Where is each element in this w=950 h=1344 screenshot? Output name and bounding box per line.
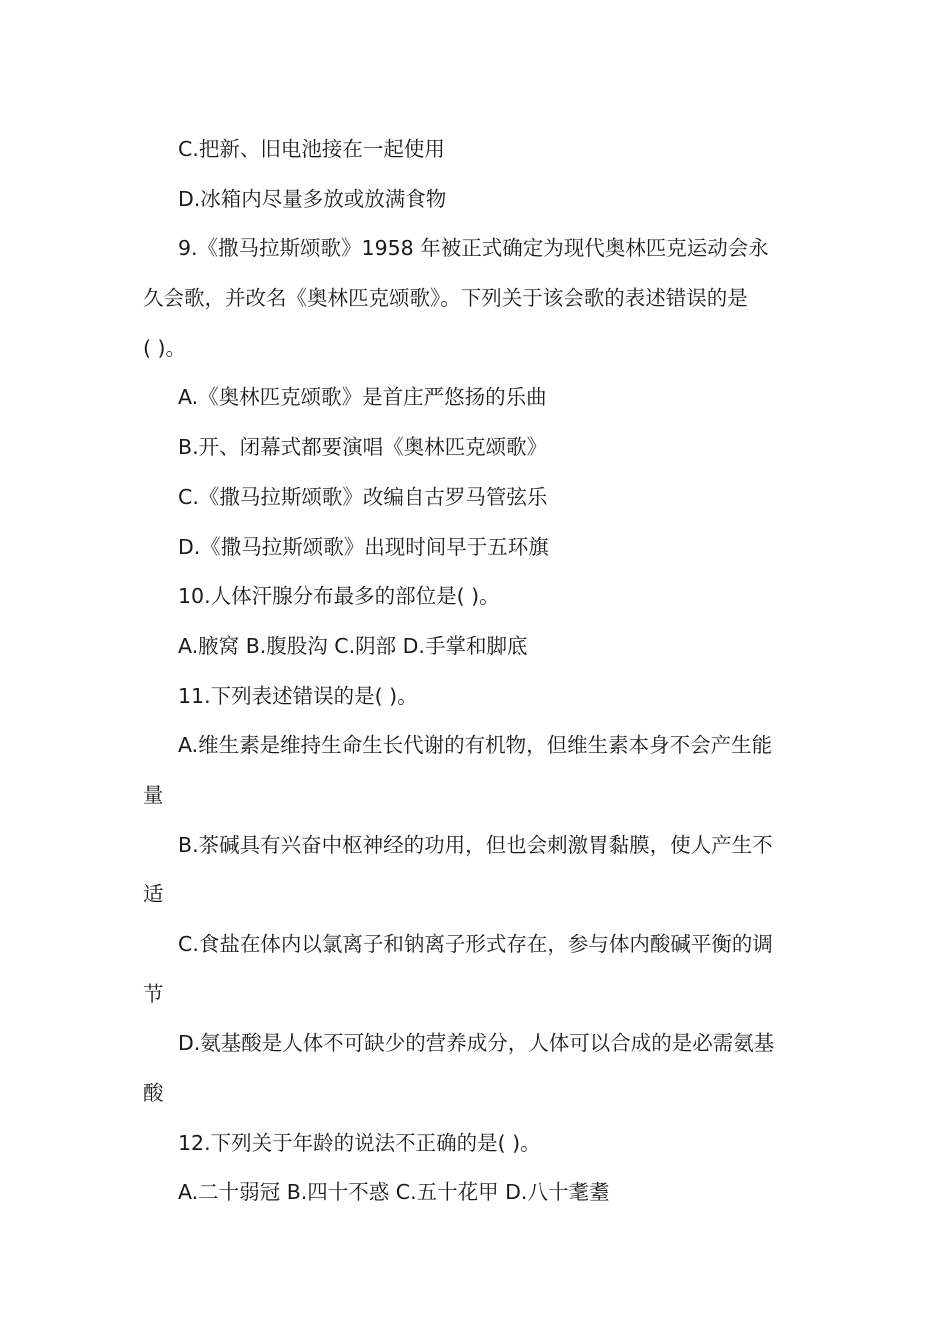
text-line: 酸 [143, 1081, 164, 1106]
text-line: B.开、闭幕式都要演唱《奥林匹克颂歌》 [178, 435, 548, 460]
text-line: A.腋窝 B.腹股沟 C.阴部 D.手掌和脚底 [178, 633, 528, 658]
text-line: 量 [143, 782, 164, 807]
text-line: 10.人体汗腺分布最多的部位是( )。 [178, 584, 500, 609]
text-line: D.冰箱内尽量多放或放满食物 [178, 186, 447, 211]
text-line: C.把新、旧电池接在一起使用 [178, 137, 445, 161]
text-line: D.《撒马拉斯颂歌》出现时间早于五环旗 [178, 534, 549, 559]
text-line: 11.下列表述错误的是( )。 [178, 683, 418, 708]
text-line: A.二十弱冠 B.四十不惑 C.五十花甲 D.八十耄耋 [178, 1180, 610, 1205]
text-line: A.《奥林匹克颂歌》是首庄严悠扬的乐曲 [178, 385, 547, 410]
text-line: 节 [143, 981, 164, 1006]
text-line: ( )。 [143, 335, 187, 360]
text-line: 久会歌，并改名《奥林匹克颂歌》。下列关于该会歌的表述错误的是 [143, 286, 748, 311]
text-line: C.食盐在体内以氯离子和钠离子形式存在，参与体内酸碱平衡的调 [178, 932, 773, 956]
text-line: C.《撒马拉斯颂歌》改编自古罗马管弦乐 [178, 484, 548, 509]
text-line: 适 [143, 882, 164, 907]
text-line: 9.《撒马拉斯颂歌》1958 年被正式确定为现代奥林匹克运动会永 [178, 236, 769, 261]
document-body [143, 125, 808, 1218]
text-line: D.氨基酸是人体不可缺少的营养成分，人体可以合成的是必需氨基 [178, 1031, 775, 1056]
text-line: A.维生素是维持生命生长代谢的有机物，但维生素本身不会产生能 [178, 733, 773, 758]
text-line: B.茶碱具有兴奋中枢神经的功用，但也会刺激胃黏膜，使人产生不 [178, 832, 773, 857]
text-line: 12.下列关于年龄的说法不正确的是( )。 [178, 1130, 541, 1155]
